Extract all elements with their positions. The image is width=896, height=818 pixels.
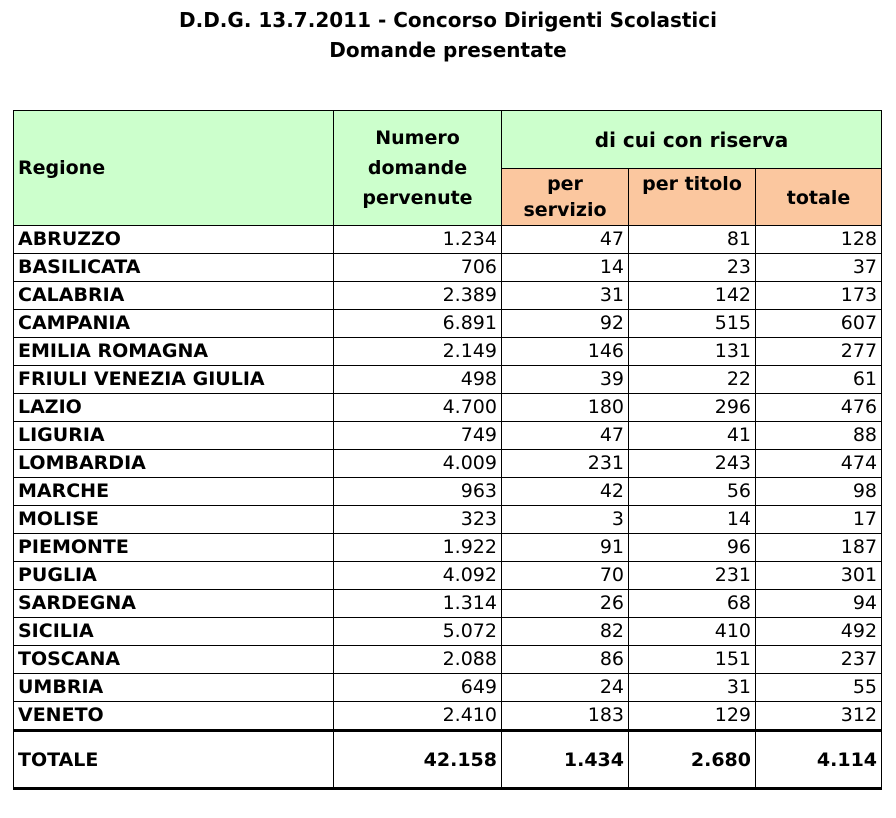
cell-servizio: 91	[502, 534, 629, 562]
table-row	[14, 282, 882, 310]
cell-regione: PIEMONTE	[14, 534, 334, 562]
cell-numero: 6.891	[334, 310, 502, 338]
cell-regione: LIGURIA	[14, 422, 334, 450]
table-row	[14, 534, 882, 562]
cell-regione: SARDEGNA	[14, 590, 334, 618]
cell-totale: 237	[756, 646, 882, 674]
cell-regione: EMILIA ROMAGNA	[14, 338, 334, 366]
cell-servizio: 39	[502, 366, 629, 394]
cell-numero: 2.389	[334, 282, 502, 310]
header-per-servizio: per servizio	[502, 169, 629, 226]
table-row	[14, 590, 882, 618]
cell-totale: 61	[756, 366, 882, 394]
cell-numero: 1.234	[334, 226, 502, 254]
cell-totale: 17	[756, 506, 882, 534]
cell-servizio: 26	[502, 590, 629, 618]
cell-numero: 649	[334, 674, 502, 702]
cell-titolo: 14	[629, 506, 756, 534]
cell-numero: 2.410	[334, 702, 502, 731]
table-row	[14, 646, 882, 674]
table-row	[14, 562, 882, 590]
cell-regione: FRIULI VENEZIA GIULIA	[14, 366, 334, 394]
document-title: D.D.G. 13.7.2011 - Concorso Dirigenti Scolastici	[179, 8, 717, 32]
cell-numero: 5.072	[334, 618, 502, 646]
cell-regione: SICILIA	[14, 618, 334, 646]
cell-regione: UMBRIA	[14, 674, 334, 702]
cell-regione: MOLISE	[14, 506, 334, 534]
cell-numero: 2.149	[334, 338, 502, 366]
cell-titolo: 131	[629, 338, 756, 366]
cell-regione: LOMBARDIA	[14, 450, 334, 478]
cell-totale: 474	[756, 450, 882, 478]
cell-servizio: 92	[502, 310, 629, 338]
cell-numero: 2.088	[334, 646, 502, 674]
header-totale: totale	[756, 169, 882, 226]
cell-servizio: 47	[502, 422, 629, 450]
cell-servizio: 180	[502, 394, 629, 422]
cell-regione: TOSCANA	[14, 646, 334, 674]
cell-regione: CAMPANIA	[14, 310, 334, 338]
cell-regione: BASILICATA	[14, 254, 334, 282]
cell-titolo: 96	[629, 534, 756, 562]
table-row	[14, 226, 882, 254]
totale-servizio: 1.434	[502, 731, 629, 789]
header-numero-domande: Numero domande pervenute	[334, 111, 502, 226]
cell-servizio: 82	[502, 618, 629, 646]
cell-totale: 173	[756, 282, 882, 310]
cell-numero: 749	[334, 422, 502, 450]
cell-titolo: 410	[629, 618, 756, 646]
cell-numero: 706	[334, 254, 502, 282]
cell-titolo: 22	[629, 366, 756, 394]
cell-totale: 607	[756, 310, 882, 338]
cell-titolo: 41	[629, 422, 756, 450]
cell-titolo: 129	[629, 702, 756, 731]
table-row	[14, 674, 882, 702]
cell-titolo: 31	[629, 674, 756, 702]
cell-totale: 492	[756, 618, 882, 646]
totale-numero: 42.158	[334, 731, 502, 789]
cell-titolo: 151	[629, 646, 756, 674]
cell-servizio: 3	[502, 506, 629, 534]
cell-titolo: 68	[629, 590, 756, 618]
totale-titolo: 2.680	[629, 731, 756, 789]
cell-totale: 128	[756, 226, 882, 254]
cell-totale: 37	[756, 254, 882, 282]
cell-servizio: 70	[502, 562, 629, 590]
cell-titolo: 515	[629, 310, 756, 338]
header-regione: Regione	[14, 111, 334, 226]
cell-regione: VENETO	[14, 702, 334, 731]
cell-totale: 55	[756, 674, 882, 702]
cell-titolo: 56	[629, 478, 756, 506]
table-row	[14, 338, 882, 366]
cell-titolo: 296	[629, 394, 756, 422]
cell-totale: 277	[756, 338, 882, 366]
cell-servizio: 47	[502, 226, 629, 254]
cell-titolo: 142	[629, 282, 756, 310]
table-row	[14, 422, 882, 450]
cell-numero: 498	[334, 366, 502, 394]
cell-totale: 88	[756, 422, 882, 450]
cell-totale: 94	[756, 590, 882, 618]
table-row	[14, 478, 882, 506]
cell-titolo: 231	[629, 562, 756, 590]
cell-numero: 963	[334, 478, 502, 506]
totale-totale: 4.114	[756, 731, 882, 789]
cell-servizio: 183	[502, 702, 629, 731]
cell-regione: LAZIO	[14, 394, 334, 422]
cell-servizio: 14	[502, 254, 629, 282]
cell-titolo: 81	[629, 226, 756, 254]
cell-numero: 4.009	[334, 450, 502, 478]
table-row	[14, 394, 882, 422]
cell-servizio: 31	[502, 282, 629, 310]
header-per-titolo: per titolo	[629, 169, 756, 226]
table-row	[14, 702, 882, 731]
applications-table	[13, 110, 882, 790]
cell-numero: 4.092	[334, 562, 502, 590]
cell-regione: MARCHE	[14, 478, 334, 506]
cell-regione: ABRUZZO	[14, 226, 334, 254]
table-row	[14, 366, 882, 394]
cell-servizio: 86	[502, 646, 629, 674]
cell-servizio: 231	[502, 450, 629, 478]
cell-servizio: 42	[502, 478, 629, 506]
cell-totale: 98	[756, 478, 882, 506]
cell-titolo: 243	[629, 450, 756, 478]
document-subtitle: Domande presentate	[329, 38, 567, 62]
cell-numero: 323	[334, 506, 502, 534]
cell-totale: 312	[756, 702, 882, 731]
cell-numero: 4.700	[334, 394, 502, 422]
table-row	[14, 310, 882, 338]
cell-totale: 187	[756, 534, 882, 562]
cell-titolo: 23	[629, 254, 756, 282]
cell-totale: 476	[756, 394, 882, 422]
cell-numero: 1.922	[334, 534, 502, 562]
table-row	[14, 450, 882, 478]
cell-totale: 301	[756, 562, 882, 590]
cell-regione: PUGLIA	[14, 562, 334, 590]
cell-regione: CALABRIA	[14, 282, 334, 310]
cell-servizio: 146	[502, 338, 629, 366]
header-con-riserva: di cui con riserva	[502, 111, 882, 169]
table-row	[14, 618, 882, 646]
table-row	[14, 254, 882, 282]
table-body	[14, 226, 882, 731]
cell-numero: 1.314	[334, 590, 502, 618]
table-row	[14, 506, 882, 534]
totale-row	[14, 731, 882, 789]
cell-servizio: 24	[502, 674, 629, 702]
totale-label: TOTALE	[14, 731, 334, 789]
